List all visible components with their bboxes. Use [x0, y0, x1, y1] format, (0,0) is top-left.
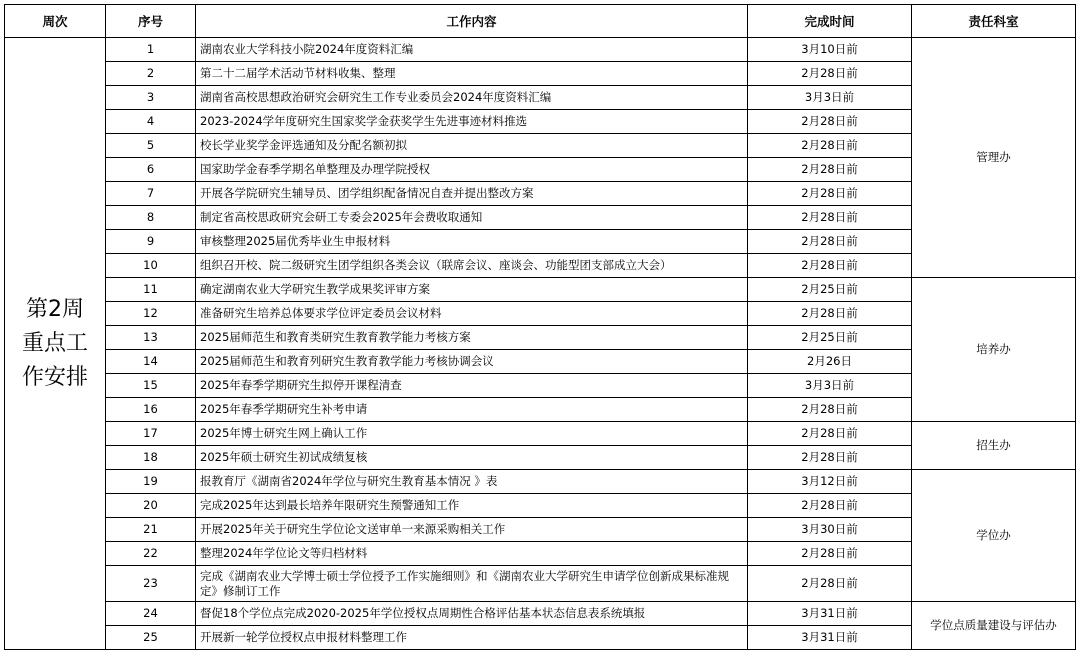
header-content: 工作内容	[196, 5, 748, 38]
row-content: 2025年春季学期研究生补考申请	[196, 398, 748, 422]
work-schedule-table	[4, 4, 1076, 650]
row-time: 3月3日前	[748, 374, 912, 398]
row-seq: 2	[106, 62, 196, 86]
row-content: 开展新一轮学位授权点申报材料整理工作	[196, 626, 748, 650]
row-time: 2月28日前	[748, 158, 912, 182]
row-seq: 8	[106, 206, 196, 230]
row-seq: 22	[106, 542, 196, 566]
row-content: 2025届师范生和教育列研究生教育教学能力考核协调会议	[196, 350, 748, 374]
week-cell	[5, 38, 106, 650]
row-time: 2月26日	[748, 350, 912, 374]
row-seq: 15	[106, 374, 196, 398]
row-content: 审核整理2025届优秀毕业生申报材料	[196, 230, 748, 254]
row-content: 开展各学院研究生辅导员、团学组织配备情况自查并提出整改方案	[196, 182, 748, 206]
row-time: 2月25日前	[748, 326, 912, 350]
row-content: 湖南农业大学科技小院2024年度资料汇编	[196, 38, 748, 62]
header-week: 周次	[5, 5, 106, 38]
table-row	[5, 470, 1076, 494]
row-time: 3月12日前	[748, 470, 912, 494]
row-time: 2月28日前	[748, 542, 912, 566]
table-header-row	[5, 5, 1076, 38]
header-time: 完成时间	[748, 5, 912, 38]
row-seq: 14	[106, 350, 196, 374]
table-row	[5, 422, 1076, 446]
dept-cell: 学位点质量建设与评估办	[912, 602, 1076, 650]
row-time: 2月28日前	[748, 398, 912, 422]
row-seq: 9	[106, 230, 196, 254]
row-seq: 12	[106, 302, 196, 326]
row-time: 2月28日前	[748, 134, 912, 158]
row-time: 2月28日前	[748, 566, 912, 602]
row-seq: 7	[106, 182, 196, 206]
row-content: 2025年春季学期研究生拟停开课程清查	[196, 374, 748, 398]
row-time: 3月30日前	[748, 518, 912, 542]
row-content: 2025年硕士研究生初试成绩复核	[196, 446, 748, 470]
row-content: 校长学业奖学金评选通知及分配名额初拟	[196, 134, 748, 158]
row-content: 2025年博士研究生网上确认工作	[196, 422, 748, 446]
row-time: 2月28日前	[748, 230, 912, 254]
row-seq: 21	[106, 518, 196, 542]
row-content: 组织召开校、院二级研究生团学组织各类会议（联席会议、座谈会、功能型团支部成立大会）	[196, 254, 748, 278]
row-content: 确定湖南农业大学研究生教学成果奖评审方案	[196, 278, 748, 302]
week-label-line: 第2周	[26, 296, 84, 322]
row-content: 国家助学金春季学期名单整理及办理学院授权	[196, 158, 748, 182]
row-time: 2月28日前	[748, 254, 912, 278]
row-seq: 24	[106, 602, 196, 626]
header-dept: 责任科室	[912, 5, 1076, 38]
table-row	[5, 602, 1076, 626]
row-time: 2月28日前	[748, 302, 912, 326]
row-seq: 1	[106, 38, 196, 62]
row-seq: 17	[106, 422, 196, 446]
row-time: 2月25日前	[748, 278, 912, 302]
row-seq: 5	[106, 134, 196, 158]
table-row	[5, 278, 1076, 302]
row-seq: 11	[106, 278, 196, 302]
row-seq: 3	[106, 86, 196, 110]
row-seq: 20	[106, 494, 196, 518]
row-content: 湖南省高校思想政治研究会研究生工作专业委员会2024年度资料汇编	[196, 86, 748, 110]
dept-cell: 招生办	[912, 422, 1076, 470]
row-time: 2月28日前	[748, 446, 912, 470]
row-time: 3月31日前	[748, 626, 912, 650]
row-seq: 25	[106, 626, 196, 650]
row-content: 开展2025年关于研究生学位论文送审单一来源采购相关工作	[196, 518, 748, 542]
row-content: 2023-2024学年度研究生国家奖学金获奖学生先进事迹材料推选	[196, 110, 748, 134]
row-content: 完成2025年达到最长培养年限研究生预警通知工作	[196, 494, 748, 518]
row-time: 3月3日前	[748, 86, 912, 110]
row-content: 制定省高校思政研究会研工专委会2025年会费收取通知	[196, 206, 748, 230]
header-seq: 序号	[106, 5, 196, 38]
row-seq: 10	[106, 254, 196, 278]
row-time: 2月28日前	[748, 62, 912, 86]
row-seq: 18	[106, 446, 196, 470]
row-content: 督促18个学位点完成2020-2025年学位授权点周期性合格评估基本状态信息表系统填报	[196, 602, 748, 626]
dept-cell: 培养办	[912, 278, 1076, 422]
row-seq: 16	[106, 398, 196, 422]
row-seq: 23	[106, 566, 196, 602]
week-label-line: 作安排	[21, 364, 88, 390]
row-content: 完成《湖南农业大学博士硕士学位授予工作实施细则》和《湖南农业大学研究生申请学位创新成果标准规定》修制订工作	[196, 566, 748, 602]
row-time: 3月31日前	[748, 602, 912, 626]
row-content: 准备研究生培养总体要求学位评定委员会议材料	[196, 302, 748, 326]
row-content: 第二十二届学术活动节材料收集、整理	[196, 62, 748, 86]
row-time: 2月28日前	[748, 110, 912, 134]
row-seq: 6	[106, 158, 196, 182]
row-time: 3月10日前	[748, 38, 912, 62]
row-time: 2月28日前	[748, 206, 912, 230]
row-seq: 19	[106, 470, 196, 494]
row-seq: 13	[106, 326, 196, 350]
dept-cell: 学位办	[912, 470, 1076, 602]
dept-cell: 管理办	[912, 38, 1076, 278]
row-time: 2月28日前	[748, 422, 912, 446]
row-seq: 4	[106, 110, 196, 134]
row-time: 2月28日前	[748, 494, 912, 518]
row-time: 2月28日前	[748, 182, 912, 206]
row-content: 整理2024年学位论文等归档材料	[196, 542, 748, 566]
row-content: 报教育厅《湖南省2024年学位与研究生教育基本情况 》表	[196, 470, 748, 494]
table-row	[5, 38, 1076, 62]
row-content: 2025届师范生和教育类研究生教育教学能力考核方案	[196, 326, 748, 350]
week-label-line: 重点工	[21, 330, 88, 356]
